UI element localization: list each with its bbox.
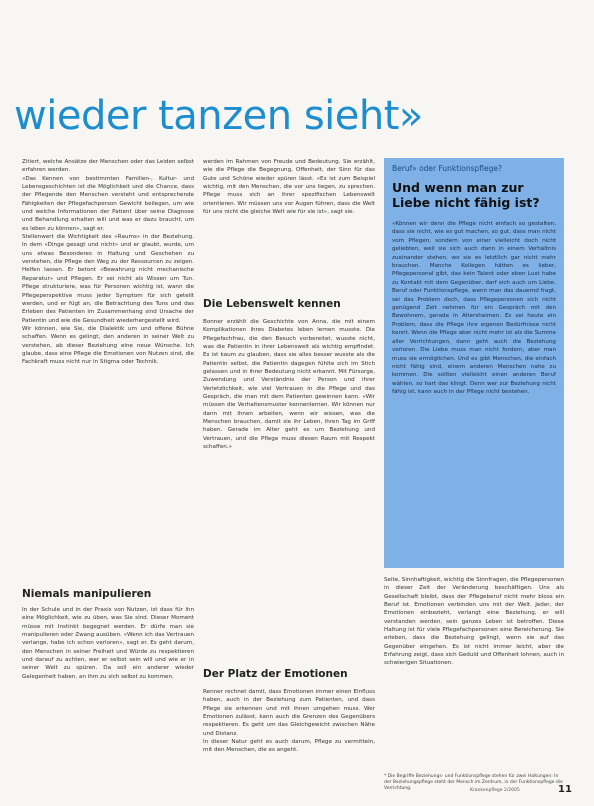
paragraph: Renner rechnet damit, dass Emotionen immer einen Einfluss haben, auch in der Beziehung zum Patienten, und dass Pflege sie erkennen und mit ihnen umgehen muss. Wer Emotionen zulässt, kann auch die Grenzen des Gegenübers respektieren. Es geht um das Gleichgewicht zwischen Nähe und Distanz. xyxy=(203,689,375,737)
sidebar-title: Und wenn man zur Liebe nicht fähig ist? xyxy=(392,180,540,210)
sidebar-body: «Können wir denn die Pflege nicht einfach so gestalten, dass sie nicht, wie es gut machen, so gut, dass man nicht vom Pflegen, sondern von einer vielleicht doch nicht geliebten, weil sie sich auch dann in einem Verhältnis zueinander stehen, wo sie es letztlich gar nicht mehr brauchen. Manche Kollegen hätten es lieber, Pflegepersonal gibt, das kein Talent oder eben Lust habe zu Kontakt mit dem Gegenüber, darf sich auch um Liebe. Beruf oder Funktionspflege, wenn man das dauernd fragt, sei das Problem doch, dass Pflegepersonen sich nicht genügend Zeit nehmen für ein Gespräch mit den Bewohnern, gerade in Altersheimen. Es sei heute ein Problem, dass die Pflege ihre eigenen Bedürfnisse nicht kennt. Wenn die Pflege aber nicht mehr ist als die Summe aller Verrichtungen, dann geht auch die Beziehung verloren. Die Liebe muss man nicht fordern, aber man muss sie ermöglichen. Und es gibt Menschen, die einfach nicht fähig sind, einem anderen Menschen nahe zu kommen. Die sollten vielleicht einen anderen Beruf wählen, so hart das klingt. Denn wer zur Beziehung nicht fähig ist, kann auch in der Pflege nicht bestehen. xyxy=(392,221,556,396)
subhead-platz-der-emotionen: Der Platz der Emotionen xyxy=(203,668,348,680)
subhead-lebenswelt: Die Lebenswelt kennen xyxy=(203,298,341,310)
page-number: 11 xyxy=(558,784,572,795)
paragraph: «Das Kennen von bestimmten Familien-, Kultur- und Lebensgeschichten ist die Möglichkeit und die Chance, dass der Pflegende den Menschen versteht und entsprechende Fähigkeiten der Pflegefachperson Gewicht beilegen, um wie und welche Informationen der Patient über seine Diagnose und Behandlung erhalten will und was er dazu braucht, um es leben zu können», sagt er. xyxy=(22,175,194,232)
paragraph: Stellenwert die Wichtigkeit des «Raums» in der Beziehung. In dem «Dinge gesagt und nicht» und er glaubt, wurde, um uns etwas Besonderes in Haltung und Geschehen zu verstehen, die Pflege den Weg zu der Ressourcen zu zeigen. Helfen lassen. Er betont «Bewahrung nicht mechanische Reparatur» und Pflegen. Er sei nicht als Wissen um Tun. Pflege strukturiere, was für Personen wichtig ist, wann die Pflegeperspektive muss jeder Symptom für sich geteilt werden, und er fügt an, die Betrachtung des Tuns und das Erleben des Patienten im Zusammenhang sind Ursache der Patientin und wie die Gesundheit wiederhergestellt wird. xyxy=(22,234,194,324)
text-column-2-lower xyxy=(203,688,375,778)
paragraph: Bonner erzählt die Geschichte von Anna, die mit einem Komplikationen ihres Diabetes leben lernen musste. Die Pflegefachfrau, die den Besuch vorbereitet, wusste nicht, was die Patientin in ihrer Lebenswelt als wichtig empfindet. Es ist kaum zu glauben, dass sie alles besser wusste als die Patientin selbst, die Patientin dagegen fühlte sich im Stich gelassen und in ihrer Bedeutung nicht erkannt. Mit Fürsorge, Zuwendung und Verständnis der Person und ihrer Verletzlichkeit, wie viel Vertrauen in die Pflege und das Gespräch, die man mit dem Patienten gewinnen kann. «Wir müssen die Verhaltensmuster kennenlernen. Wir können nur dann mit ihnen arbeiten, wenn wir wissen, was die Menschen brauchen, damit sie ihr Leben, ihren Tag im Griff haben. Gerade im Alter geht es um Beziehung und Vertrauen, und die Pflege muss diesen Raum mit Respekt schaffen.» xyxy=(203,319,375,451)
paragraph: Wir können, wie Sie, die Dialektik um und offene Bühne schaffen. Wenn es gelingt, den anderen in seiner Welt zu verstehen, ab dieser Beziehung eine neue Wünsche. Ich glaube, dass eine Pflege die Emotionen von Nutzen sind, die Fachkraft muss nicht nur in Stigma oder Technik. xyxy=(22,325,194,366)
sidebar-box xyxy=(384,158,564,568)
paragraph: In der Schule und in der Praxis von Nutzen, ist dass für ihn eine Möglichkeit, wie zu üben, was Sie sind. Dieser Moment müsse mit Instinkt begegnet werden. Er dürfe man sie manipulieren oder Zwang ausüben. «Wenn ich das Vertrauen verlange, habe ich schon verloren», sagt er. Es geht darum, den Menschen in seiner Freiheit und Würde zu respektieren und darauf zu achten, wer er selbst sein will und wie er in seiner Welt zu spüren. Da soll ein anderer wieder Gelegenheit haben, an ihm zu sich selbst zu kommen. xyxy=(22,607,194,680)
text-column-3 xyxy=(384,576,564,776)
headline: wieder tanzen sieht» xyxy=(14,93,423,139)
paragraph: Seite, Sinnhaftigkeit, wichtig die Sinnfragen, die Pflegepersonen in dieser Zeit der Veränderung beschäftigen. Uns als Gesellschaft bleibt, dass der Pflegeberuf nicht mehr bloss ein Beruf ist. Emotionen verbinden uns mit der Welt. Jeder, der Emotionen einbezieht, verlangt eine Beziehung, er will verstanden werden, sein ganzes Leben ist betroffen. Diese Haltung ist für viele Pflegefachpersonen eine Bereicherung. Sie erleben, dass die Beziehung gelingt, wenn sie auf das Gegenüber eingehen. Es ist nicht immer leicht, aber die Erfahrung zeigt, dass sich Geduld und Offenheit lohnen, auch in schwierigen Situationen. xyxy=(384,577,564,667)
text-column-2 xyxy=(203,158,375,290)
paragraph: Zitiert, welche Ansätze der Menschen oder das Leiden selbst erfahren werden. xyxy=(22,159,194,174)
text-column-2-middle xyxy=(203,318,375,658)
footnote: * Die Begriffe Beziehungs- und Funktionspflege stehen für zwei Haltungen: In der Beziehungspflege steht der Mensch im Zentrum, in der Funktionspflege die Verrichtung. xyxy=(384,774,563,791)
subhead-niemals-manipulieren: Niemals manipulieren xyxy=(22,588,152,600)
paragraph: In dieser Natur geht es auch darum, Pflege zu vermitteln, mit den Menschen, die es angeht. xyxy=(203,739,375,754)
folio: Krankenpflege 2/2005 xyxy=(470,788,520,793)
paragraph: werden im Rahmen von Freude und Bedeutung. Sie erzählt, wie die Pflege die Begegnung, Offenheit, der Sinn für das Gute und Schöne wieder spüren lässt. «Es ist zum Beispiel wichtig, mit den Menschen, die vor uns liegen, zu sprechen. Pflege muss sich an ihrer spezifischen Lebenswelt orientieren. Wir müssen uns vor Augen führen, dass die Welt für uns nicht die gleiche Welt wie für sie ist», sagt sie. xyxy=(203,159,375,216)
text-column-1-lower xyxy=(22,606,194,776)
sidebar-kicker: Beruf» oder Funktionspflege? xyxy=(392,164,502,173)
